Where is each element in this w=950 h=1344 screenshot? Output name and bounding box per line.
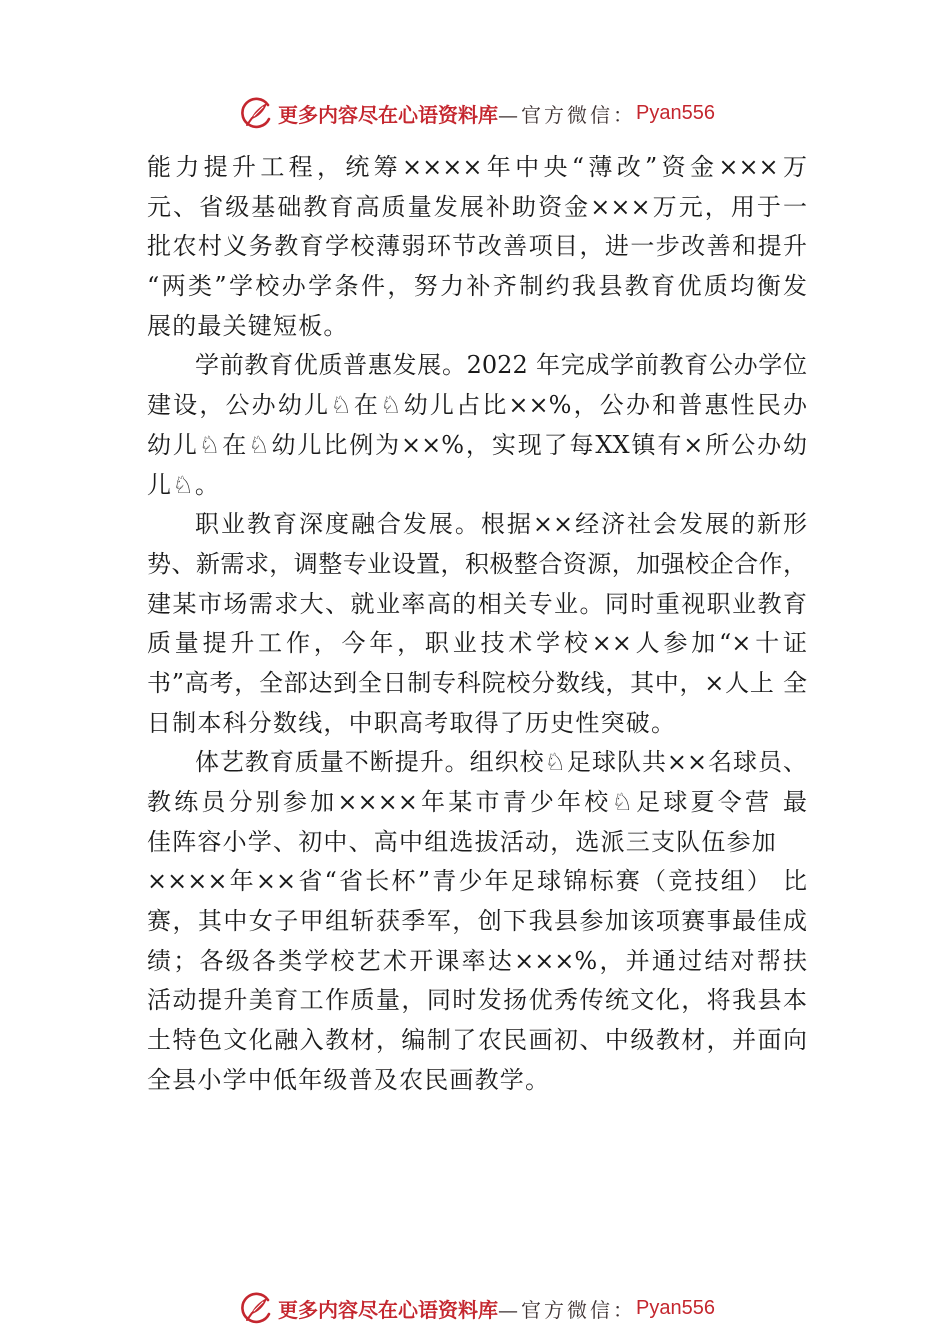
body-line: 质量提升工作，今年，职业技术学校××人参加“×十证 <box>147 629 807 658</box>
body-line: 书”高考，全部达到全日制专科院校分数线，其中，×人上 全 <box>147 668 807 697</box>
body-line: 绩；各级各类学校艺术开课率达×××%，并通过结对帮扶 <box>147 946 807 975</box>
paragraph-4 <box>147 743 807 1100</box>
body-line: 能力提升工程，统筹××××年中央“薄改”资金×××万 <box>147 153 807 181</box>
quill-logo-icon <box>238 1290 274 1326</box>
body-line: 学前教育优质普惠发展。2022 年完成学前教育公办学位 <box>195 351 807 380</box>
body-line: ××××年××省“省长杯”青少年足球锦标赛（竞技组） 比 <box>147 867 807 896</box>
body-line: 活动提升美育工作质量，同时发扬优秀传统文化，将我县本 <box>147 986 807 1015</box>
body-line: 建某市场需求大、就业率高的相关专业。同时重视职业教育 <box>147 589 807 618</box>
body-line: 建设，公办幼儿♘在♘幼儿占比××%，公办和普惠性民办 <box>147 391 807 420</box>
body-line: 土特色文化融入教材，编制了农民画初、中级教材，并面向 <box>147 1026 807 1055</box>
paragraph-3 <box>147 505 807 743</box>
body-line: 教练员分别参加××××年某市青少年校♘足球夏令营 最 <box>147 788 807 816</box>
body-line: 幼儿♘在♘幼儿比例为××%，实现了每XX镇有×所公办幼 <box>147 430 807 459</box>
body-line: 元、省级基础教育高质量发展补助资金×××万元，用于一 <box>147 192 807 221</box>
paragraph-1 <box>147 148 807 346</box>
brand-text: 更多内容尽在心语资料库 <box>278 1297 498 1322</box>
wechat-label: —官方微信： <box>498 1297 636 1322</box>
footer-banner <box>238 1290 715 1326</box>
body-line: 全县小学中低年级普及农民画教学。 <box>147 1065 551 1094</box>
body-line: 展的最关键短板。 <box>147 311 349 340</box>
body-line: 批农村义务教育学校薄弱环节改善项目，进一步改善和提升 <box>147 232 807 261</box>
body-line: 职业教育深度融合发展。根据××经济社会发展的新形 <box>195 510 807 539</box>
body-line: “两类”学校办学条件，努力补齐制约我县教育优质均衡发 <box>147 272 807 301</box>
body-line: 儿♘。 <box>147 470 221 499</box>
body-line: 赛，其中女子甲组斩获季军，创下我县参加该项赛事最佳成 <box>147 907 807 936</box>
quill-logo-icon <box>238 95 274 131</box>
body-line: 势、新需求，调整专业设置，积极整合资源，加强校企合作， <box>147 549 807 578</box>
brand-text: 更多内容尽在心语资料库 <box>278 102 498 127</box>
body-line: 佳阵容小学、初中、高中组选拔活动，选派三支队伍参加 <box>147 827 777 856</box>
wechat-label: —官方微信： <box>498 102 636 127</box>
wechat-id: Pyan556 <box>636 1296 715 1319</box>
body-line: 体艺教育质量不断提升。组织校♘足球队共××名球员、 <box>195 748 807 777</box>
paragraph-2 <box>147 346 807 505</box>
header-banner <box>238 95 715 131</box>
wechat-id: Pyan556 <box>636 101 715 124</box>
document-body <box>147 148 807 1101</box>
body-line: 日制本科分数线，中职高考取得了历史性突破。 <box>147 708 677 737</box>
